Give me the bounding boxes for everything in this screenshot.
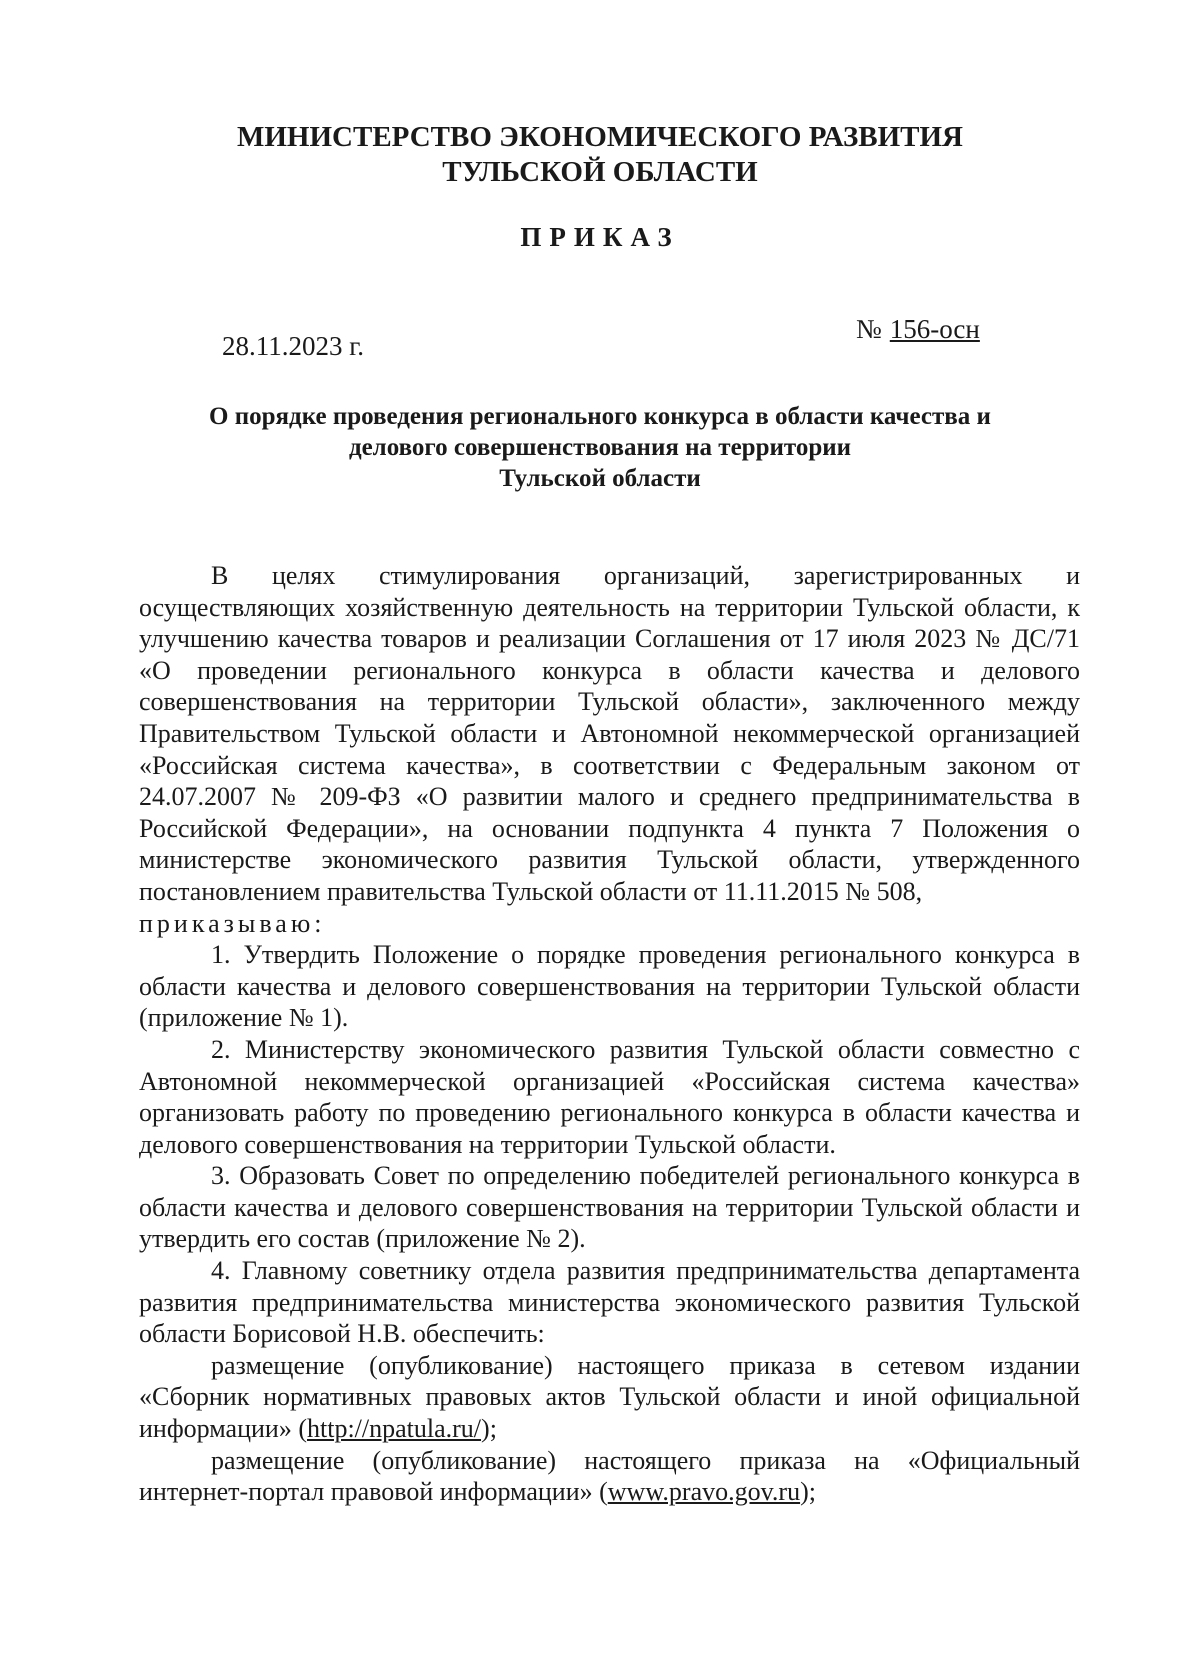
number-sign: №	[856, 314, 882, 344]
order-title: ПРИКАЗ	[520, 222, 680, 252]
preamble-paragraph: В целях стимулирования организаций, зарегистрированных и осуществляющих хозяйственную деятельность на территории Тульской области, к улучшению качества товаров и реализации Соглашения от 17 июля 2023 № ДС/71 «О проведении регионального конкурса в области качества и делового совершенствования на территории Тульской области», заключенного между Правительством Тульской области и Автономной некоммерческой организацией «Российская система качества», в соответствии с Федеральным законом от 24.07.2007 № 209-ФЗ «О развитии малого и среднего предпринимательства в Российской Федерации», на основании подпункта 4 пункта 7 Положения о министерстве экономического развития Тульской области, утвержденного постановлением правительства Тульской области от 11.11.2015 № 508,	[139, 561, 1080, 906]
document-body	[139, 560, 1080, 1508]
order-number	[856, 314, 980, 345]
item-4a-paragraph	[139, 1350, 1080, 1445]
ministry-line-1: МИНИСТЕРСТВО ЭКОНОМИЧЕСКОГО РАЗВИТИЯ	[237, 121, 963, 153]
item-2-paragraph: 2. Министерству экономического развития Тульской области совместно с Автономной некоммерческой организацией «Российская система качества» организовать работу по проведению регионального конкурса в области качества и делового совершенствования на территории Тульской области.	[139, 1034, 1080, 1159]
ministry-heading	[0, 120, 1200, 190]
subject-line-1: О порядке проведения регионального конкурса в области качества и	[209, 403, 991, 430]
number-value: 156-осн	[889, 314, 980, 344]
order-date: 28.11.2023 г.	[222, 331, 365, 361]
subject-line-3: Тульской области	[499, 465, 701, 492]
item-4b-text: размещение (опубликование) настоящего приказа на «Официальный интернет-портал правовой информации» (	[139, 1445, 1080, 1507]
item-4b-paragraph	[139, 1445, 1080, 1508]
item-4a-end: );	[481, 1414, 497, 1444]
ministry-line-2: ТУЛЬСКОЙ ОБЛАСТИ	[442, 156, 758, 188]
order-subject	[0, 401, 1200, 494]
item-4b-end: );	[800, 1477, 816, 1507]
npatula-link[interactable]: http://npatula.ru/	[307, 1414, 482, 1444]
item-3-paragraph: 3. Образовать Совет по определению победителей регионального конкурса в области качества и делового совершенствования на территории Тульской области и утвердить его состав (приложение № 2).	[139, 1161, 1080, 1254]
subject-line-2: делового совершенствования на территории	[348, 434, 852, 461]
pravo-link[interactable]: www.pravo.gov.ru	[607, 1477, 801, 1507]
item-4-paragraph: 4. Главному советнику отдела развития предпринимательства департамента развития предпринимательства министерства экономического развития Тульской области Борисовой Н.В. обеспечить:	[139, 1256, 1080, 1349]
item-4a-text: размещение (опубликование) настоящего приказа в сетевом издании «Сборник нормативных правовых актов Тульской области и иной официальной информации» (	[139, 1350, 1080, 1444]
command-word: приказываю:	[139, 908, 326, 938]
item-1-paragraph: 1. Утвердить Положение о порядке проведения регионального конкурса в области качества и делового совершенствования на территории Тульской области (приложение № 1).	[139, 940, 1080, 1033]
